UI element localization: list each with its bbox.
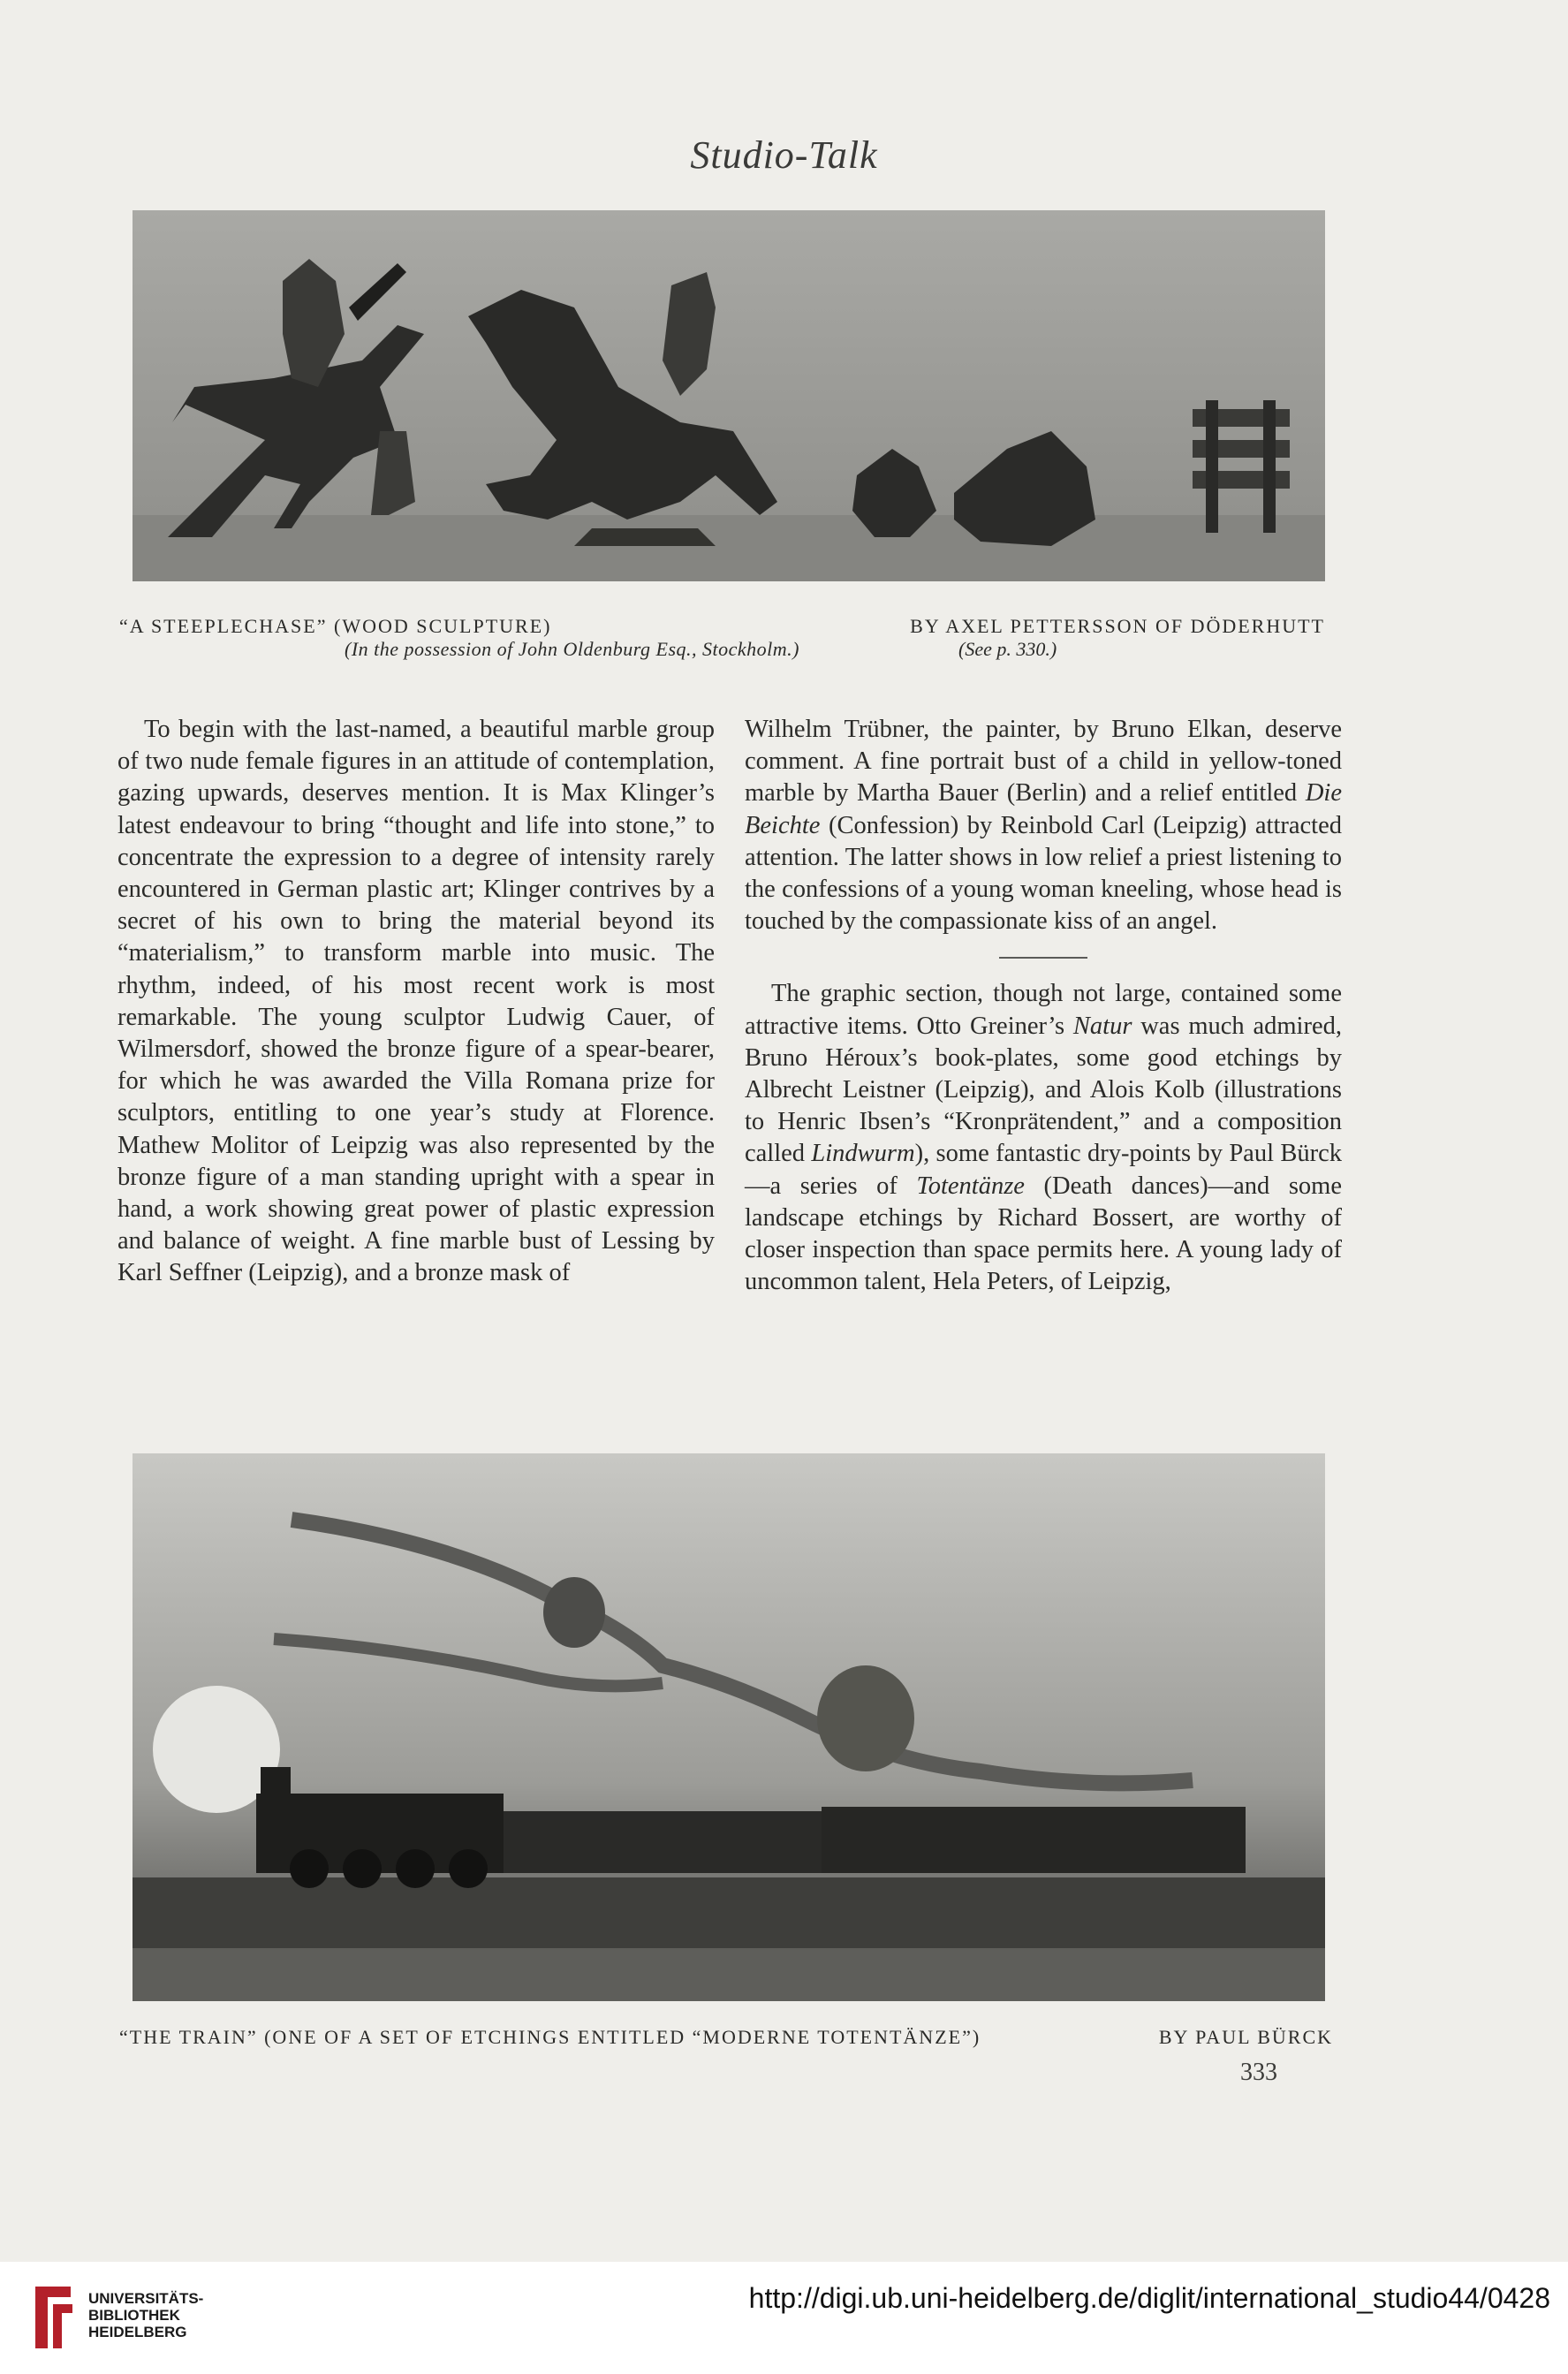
right-text-column [745,714,1342,1298]
section-divider [999,957,1087,959]
figure2-caption-title: “THE TRAIN” (ONE OF A SET OF ETCHINGS ENTITLED “MODERNE TOTENTÄNZE”) [119,2026,981,2048]
left-text-column [117,714,715,1290]
right-paragraph-2: The graphic section, though not large, contained some attractive items. Otto Greiner’s Natur was much admired, Bruno Héroux’s book-plates, some good etchings by Albrecht Leistner (Leipzig), and Alois Kolb (illustrations to Henric Ibsen’s “Kronprätendent,” and a composition called Lindwurm), some fantastic dry-points by Paul Bürck—a series of Totentänze (Death dances)—and some landscape etchings by Richard Bossert, are worthy of closer inspection than space permits here. A young lady of uncommon talent, Hela Peters, of Leipzig, [745,980,1342,1296]
figure1-caption-title: “A STEEPLECHASE” (WOOD SCULPTURE) [119,615,552,637]
digital-library-footer [0,2262,1568,2374]
library-logo-icon [27,2278,81,2357]
the-train-etching [133,1453,1325,2001]
running-head: Studio-Talk [690,133,878,177]
figure1-caption-artist: BY AXEL PETTERSSON OF DÖDERHUTT [910,615,1325,637]
library-name: UNIVERSITÄTS- BIBLIOTHEK HEIDELBERG [88,2290,204,2340]
steeplechase-photograph [133,210,1325,581]
figure1-caption-reference: (See p. 330.) [958,638,1057,660]
permalink-url[interactable]: http://digi.ub.uni-heidelberg.de/diglit/international_studio44/0428 [748,2282,1550,2314]
page-number: 333 [1240,2059,1277,2086]
right-paragraph-1: Wilhelm Trübner, the painter, by Bruno Elkan, deserve comment. A fine portrait bust of a child in yellow-toned marble by Martha Bauer (Berlin) and a relief entitled Die Beichte (Confession) by Reinbold Carl (Leipzig) attracted attention. The latter shows in low relief a priest listening to the confessions of a young woman kneeling, whose head is touched by the compassionate kiss of an angel. [745,716,1342,936]
left-paragraph: To begin with the last-named, a beautiful marble group of two nude female figures in an attitude of contemplation, gazing upwards, deserves mention. It is Max Klinger’s latest endeavour to bring “thought and life into stone,” to concentrate the expression to a degree of intensity rarely encountered in German plastic art; Klinger contrives by a secret of his own to bring the material beyond its “materialism,” to transform marble into music. The rhythm, indeed, of his most recent work is most remarkable. The young sculptor Ludwig Cauer, of Wilmersdorf, showed the bronze figure of a spear-bearer, for which he was awarded the Villa Romana prize for sculptors, entitling to one year’s study at Florence. Mathew Molitor of Leipzig was also represented by the bronze figure of a man standing upright with a spear in hand, a work showing great power of plastic expression and balance of weight. A fine marble bust of Lessing by Karl Seffner (Leipzig), and a bronze mask of [117,716,715,1287]
figure2-caption-artist: BY PAUL BÜRCK [1158,2026,1333,2048]
figure1-caption-ownership: (In the possession of John Oldenburg Esq., Stockholm.) [345,638,800,660]
